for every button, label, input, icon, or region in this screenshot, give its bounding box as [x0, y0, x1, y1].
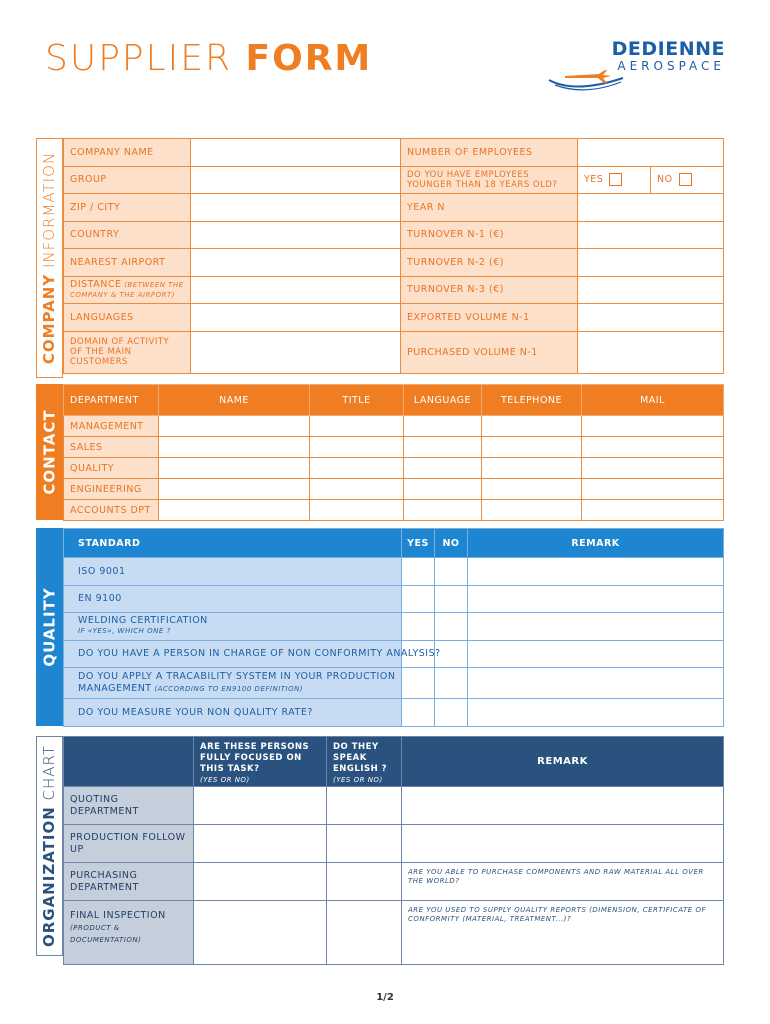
turnover-n1-label: TURNOVER N-1 (€) — [401, 221, 578, 249]
turnover-n2-field[interactable] — [578, 249, 724, 277]
languages-field[interactable] — [191, 304, 401, 332]
col-telephone: TELEPHONE — [482, 385, 582, 416]
form-title: SUPPLIER FORM — [45, 38, 373, 79]
exported-volume-label: EXPORTED VOLUME N-1 — [401, 304, 578, 332]
col-name: NAME — [159, 385, 310, 416]
quality-table — [63, 528, 724, 727]
contact-section-label: CONTACT — [36, 384, 63, 520]
col-yes: YES — [402, 529, 435, 558]
table-row: PURCHASING DEPARTMENT ARE YOU ABLE TO PURCHASE COMPONENTS AND RAW MATERIAL ALL OVER THE WORLD? — [64, 863, 724, 901]
year-n-label: YEAR N — [401, 194, 578, 222]
group-field[interactable] — [191, 166, 401, 194]
col-no: NO — [435, 529, 468, 558]
languages-label: LANGUAGES — [64, 304, 191, 332]
turnover-n3-field[interactable] — [578, 276, 724, 304]
zip-city-label: ZIP / CITY — [64, 194, 191, 222]
turnover-n1-field[interactable] — [578, 221, 724, 249]
table-row: WELDING CERTIFICATION IF «YES», WHICH ONE ? — [64, 613, 724, 641]
young-no-option[interactable]: NO — [651, 166, 724, 194]
table-row: ISO 9001 — [64, 558, 724, 586]
quality-section-label: QUALITY — [36, 528, 63, 726]
table-row: DO YOU HAVE A PERSON IN CHARGE OF NON CONFORMITY ANALYSIS? — [64, 640, 724, 668]
contact-table — [63, 384, 724, 521]
company-logo: DEDIENNE AEROSPACE — [545, 38, 730, 94]
domain-activity-label: DOMAIN OF ACTIVITY OF THE MAIN CUSTOMERS — [64, 331, 191, 373]
distance-field[interactable] — [191, 276, 401, 304]
org-chart-section-label: ORGANIZATION CHART — [36, 736, 63, 956]
col-department: DEPARTMENT — [64, 385, 159, 416]
company-info-section-label: COMPANY INFORMATION — [36, 138, 63, 378]
table-row: ACCOUNTS DPT — [64, 500, 724, 521]
no-checkbox[interactable] — [679, 173, 692, 186]
table-row: DO YOU APPLY A TRACABILITY SYSTEM IN YOUR PRODUCTION MANAGEMENT (ACCORDING TO EN9100 DEFINITION) — [64, 668, 724, 699]
exported-volume-field[interactable] — [578, 304, 724, 332]
col-english: DO THEY SPEAK ENGLISH ? (YES OR NO) — [327, 737, 402, 787]
company-info-table — [63, 138, 724, 374]
col-focused: ARE THESE PERSONS FULLY FOCUSED ON THIS TASK? (YES OR NO) — [194, 737, 327, 787]
table-row: MANAGEMENT — [64, 416, 724, 437]
table-row: EN 9100 — [64, 585, 724, 613]
employees-field[interactable] — [578, 139, 724, 167]
company-name-field[interactable] — [191, 139, 401, 167]
org-chart-table — [63, 736, 724, 965]
turnover-n3-label: TURNOVER N-3 (€) — [401, 276, 578, 304]
group-label: GROUP — [64, 166, 191, 194]
domain-activity-field[interactable] — [191, 331, 401, 373]
purchased-volume-label: PURCHASED VOLUME N-1 — [401, 331, 578, 373]
purchased-volume-field[interactable] — [578, 331, 724, 373]
table-row: FINAL INSPECTION (PRODUCT & DOCUMENTATION) ARE YOU USED TO SUPPLY QUALITY REPORTS (DIMENSION, CERTIFICATE OF CONFORMITY (MATERIAL, TREATMENT...)? — [64, 901, 724, 965]
company-name-label: COMPANY NAME — [64, 139, 191, 167]
zip-city-field[interactable] — [191, 194, 401, 222]
col-language: LANGUAGE — [404, 385, 482, 416]
airport-label: NEAREST AIRPORT — [64, 249, 191, 277]
country-field[interactable] — [191, 221, 401, 249]
year-n-field[interactable] — [578, 194, 724, 222]
col-standard: STANDARD — [64, 529, 402, 558]
page-number: 1/2 — [376, 992, 394, 1003]
table-row: SALES — [64, 437, 724, 458]
country-label: COUNTRY — [64, 221, 191, 249]
distance-label: DISTANCE (BETWEEN THE COMPANY & THE AIRPORT) — [64, 276, 191, 304]
turnover-n2-label: TURNOVER N-2 (€) — [401, 249, 578, 277]
employees-label: NUMBER OF EMPLOYEES — [401, 139, 578, 167]
col-remark: REMARK — [468, 529, 724, 558]
airplane-icon — [545, 58, 625, 94]
airport-field[interactable] — [191, 249, 401, 277]
table-row: QUALITY — [64, 458, 724, 479]
col-org-remark: REMARK — [402, 737, 724, 787]
yes-checkbox[interactable] — [609, 173, 622, 186]
table-row: QUOTING DEPARTMENT — [64, 787, 724, 825]
young-yes-option[interactable]: YES — [578, 166, 651, 194]
col-mail: MAIL — [582, 385, 724, 416]
table-row: DO YOU MEASURE YOUR NON QUALITY RATE? — [64, 699, 724, 727]
table-row: ENGINEERING — [64, 479, 724, 500]
table-row: PRODUCTION FOLLOW UP — [64, 825, 724, 863]
young-employees-label: DO YOU HAVE EMPLOYEES YOUNGER THAN 18 YEARS OLD? — [401, 166, 578, 194]
col-title: TITLE — [310, 385, 404, 416]
